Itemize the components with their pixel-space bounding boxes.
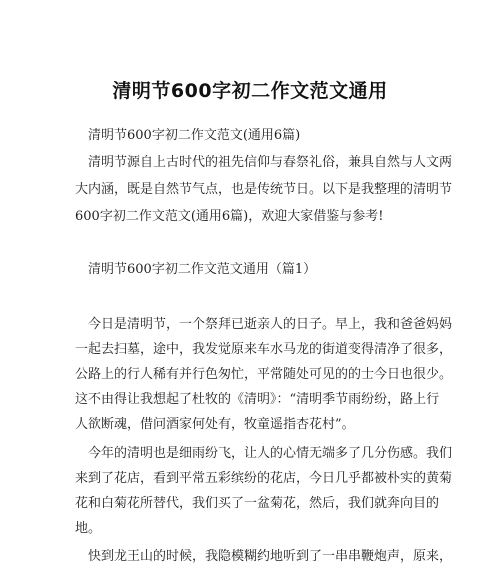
paragraph-line: 人欲断魂，借问酒家何处有，牧童遥指杏花村”。 [75, 417, 355, 432]
paragraph-line [75, 338, 453, 357]
line-text: 来到了花店，看到平常五彩缤纷的花店，今日几乎都被朴实的黄菊 [75, 471, 453, 486]
line-text: 花和白菊花所替代，我们买了一盆菊花，然后，我们就奔向目的 [75, 496, 440, 511]
line-text: 一起去扫墓，途中，我发觉原来车水马龙的街道变得清净了很多， [75, 342, 453, 357]
paragraph-line: 地。 [75, 521, 102, 536]
paragraph-line [75, 492, 440, 511]
document-title: 清明节600字初二作文范文通用 [112, 80, 388, 102]
line-text: 清明节源自上古时代的祖先信仰与春祭礼俗，兼具自然与人文两 [88, 155, 453, 170]
paragraph-line [88, 545, 453, 564]
paragraph-line [88, 313, 453, 332]
paragraph-line: 600字初二作文范文(通用6篇)，欢迎大家借鉴与参考! [75, 209, 384, 224]
line-text: 大内涵，既是自然节气点，也是传统节日。以下是我整理的清明节 [75, 182, 453, 197]
paragraph-line [75, 388, 440, 407]
paragraph-line [75, 363, 453, 382]
line-text: 今年的清明也是细雨纷飞，让人的心情无端多了几分伤感。我们 [88, 446, 453, 461]
line-text: 快到龙王山的时候，我隐模糊约地听到了一串串鞭炮声，原来， [88, 549, 453, 564]
paragraph-line [75, 467, 453, 486]
line-text: 今日是清明节，一个祭拜已逝亲人的日子。早上，我和爸爸妈妈 [88, 317, 453, 332]
paragraph-line [88, 151, 453, 170]
line-text: 公路上的行人稀有并行色匆忙，平常随处可见的的士今日也很少。 [75, 367, 453, 382]
paragraph-line [75, 178, 453, 197]
intro-heading: 清明节600字初二作文范文(通用6篇) [88, 128, 301, 143]
section-heading: 清明节600字初二作文范文通用（篇1） [88, 262, 317, 277]
line-text: 这不由得让我想起了杜牧的《清明》：“清明季节雨纷纷，路上行 [75, 392, 440, 407]
paragraph-line [88, 442, 453, 461]
